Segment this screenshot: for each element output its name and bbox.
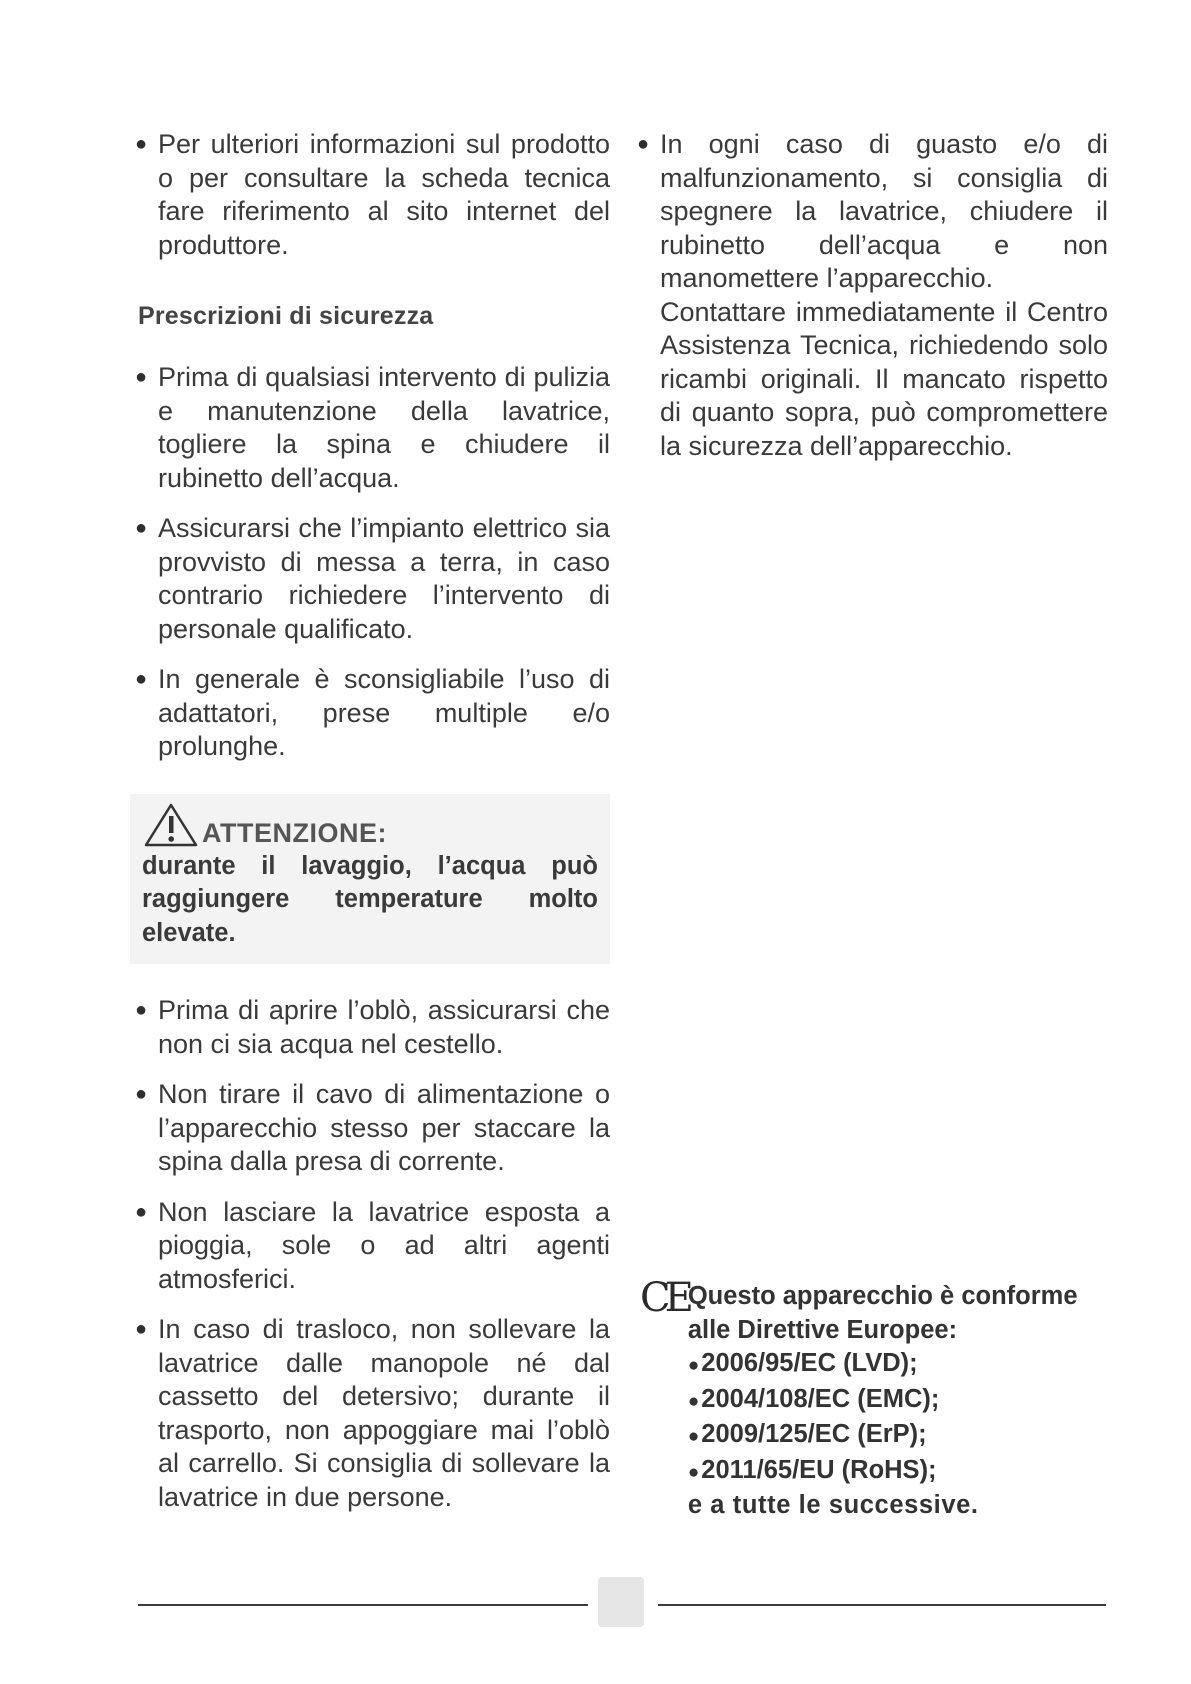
- footer-rule-right: [658, 1604, 1106, 1606]
- ce-closing: e a tutte le successive.: [687, 1491, 979, 1519]
- warning-text: durante il lavaggio, l’acqua può raggiungere temperature molto elevate.: [142, 851, 598, 947]
- bullet-dot-icon: ●: [135, 668, 148, 690]
- ce-mark: CE: [640, 1275, 688, 1321]
- directive-item: ●2004/108/EC (EMC);: [687, 1384, 940, 1413]
- warning-box: [130, 794, 610, 965]
- left-column: [135, 128, 610, 1531]
- service-paragraph: Contattare immediatamente il Centro Assistenza Tecnica, richiedendo solo ricambi originali. Il mancato rispetto di quanto sopra, può compromettere la sicurezza dell’apparecchio.: [660, 296, 1108, 461]
- footer-rule-left: [138, 1604, 588, 1606]
- directive-item: ●2009/125/EC (ErP);: [687, 1420, 927, 1448]
- ce-statement: Questo apparecchio è conforme alle Direttive Europee:: [687, 1282, 1078, 1344]
- warning-triangle-icon: [142, 802, 200, 848]
- bullet-dot-icon: ●: [135, 517, 148, 539]
- list-item: ● In generale è sconsigliabile l’uso di adattatori, prese multiple e/o prolunghe.: [135, 664, 610, 761]
- list-item: ● Per ulteriori informazioni sul prodotto o per consultare la scheda tecnica fare riferimento al sito internet del produttore.: [135, 129, 610, 260]
- bullet-dot-icon: ●: [135, 133, 148, 155]
- ce-statement-row: [640, 1275, 1120, 1523]
- list-item: ● Non tirare il cavo di alimentazione o l’apparecchio stesso per staccare la spina dalla presa di corrente.: [135, 1079, 610, 1176]
- bullet-dot-icon: ●: [135, 1200, 148, 1223]
- directive-item: ●2011/65/EU (RoHS);: [687, 1455, 937, 1484]
- section-title: Prescrizioni di sicurezza: [138, 302, 434, 330]
- bullet-dot-icon: ●: [135, 366, 148, 388]
- list-item: ● Non lasciare la lavatrice esposta a pioggia, sole o ad altri agenti atmosferici.: [135, 1196, 610, 1294]
- directive-item: ●2006/95/EC (LVD);: [687, 1349, 918, 1377]
- list-item: ● Prima di aprire l’oblò, assicurarsi che non ci sia acqua nel cestello.: [135, 995, 610, 1059]
- list-item: ● In caso di trasloco, non sollevare la lavatrice dalle manopole né dal cassetto del detersivo; durante il trasporto, non appoggiare mai l’oblò al carrello. Si consiglia di sollevare la lavatrice in due persone.: [135, 1314, 610, 1512]
- bullet-dot-icon: ●: [687, 1426, 700, 1447]
- page-number-badge: [598, 1577, 644, 1627]
- list-item: ● Prima di qualsiasi intervento di pulizia e manutenzione della lavatrice, togliere la spina e chiudere il rubinetto dell’acqua.: [135, 362, 610, 493]
- list-item: ● Assicurarsi che l’impianto elettrico sia provvisto di messa a terra, in caso contrario richiedere l’intervento di personale qualificato.: [135, 513, 610, 644]
- list-item: ● In ogni caso di guasto e/o di malfunzionamento, si consiglia di spegnere la lavatrice, chiudere il rubinetto dell’acqua e non manomettere l’apparecchio.: [637, 129, 1108, 293]
- bullet-dot-icon: ●: [135, 999, 148, 1021]
- bullet-dot-icon: ●: [637, 133, 650, 155]
- bullet-dot-icon: ●: [687, 1355, 700, 1376]
- warning-header: [142, 802, 598, 848]
- bullet-dot-icon: ●: [135, 1318, 148, 1340]
- bullet-dot-icon: ●: [687, 1461, 700, 1483]
- bullet-dot-icon: ●: [135, 1083, 148, 1105]
- ce-content: [688, 1280, 1120, 1523]
- warning-title: ATTENZIONE:: [202, 817, 387, 848]
- ce-conformity: [640, 1275, 1120, 1523]
- right-column: [637, 128, 1108, 463]
- bullet-dot-icon: ●: [687, 1390, 700, 1412]
- page-footer: [138, 1595, 1106, 1615]
